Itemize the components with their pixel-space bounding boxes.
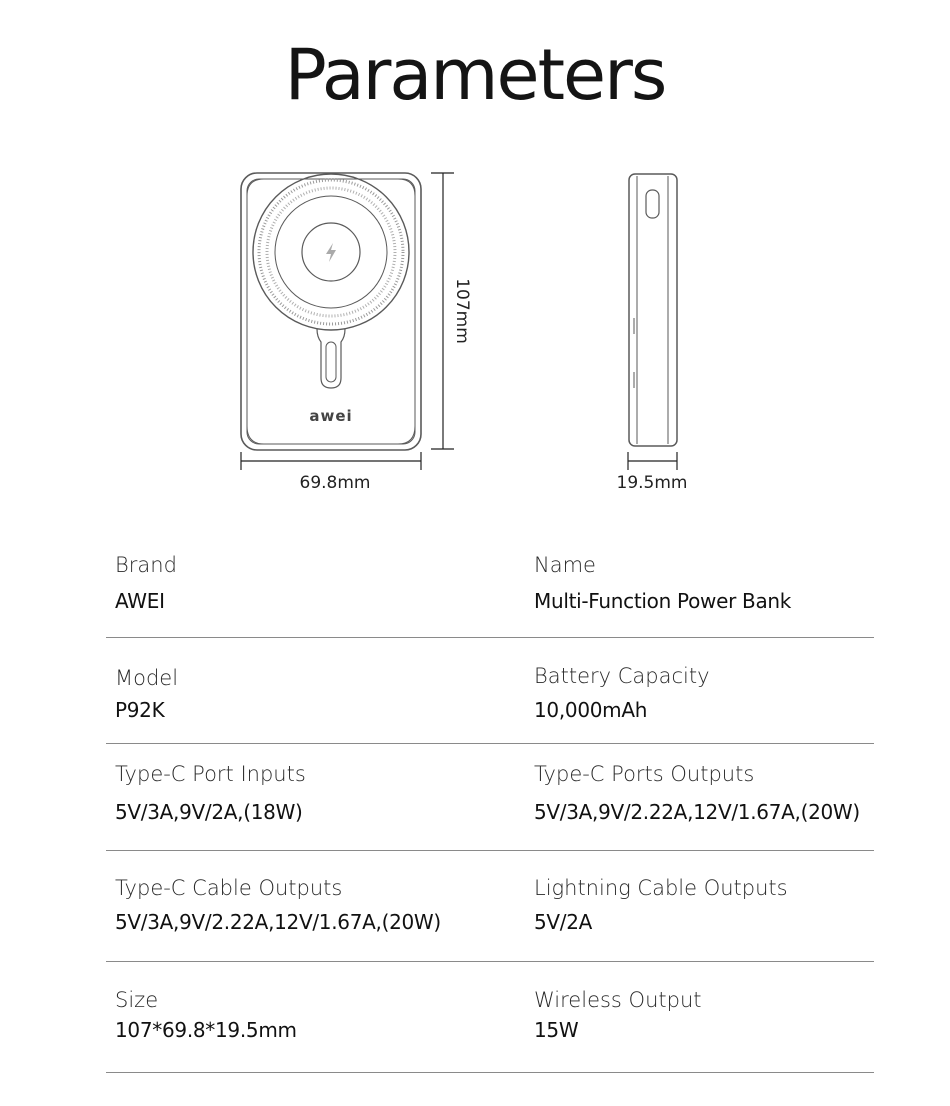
spec-label: Lightning Cable Outputs [534, 876, 788, 900]
height-dimension-line [431, 173, 454, 449]
spec-table [106, 530, 874, 1073]
spec-row-size [106, 962, 874, 1073]
spec-type-c-port-inputs [115, 744, 306, 824]
spec-row-brand [106, 530, 874, 638]
spec-label: Model [115, 666, 179, 690]
spec-brand [115, 530, 177, 613]
product-dimension-diagram [0, 160, 950, 510]
spec-label: Type-C Cable Outputs [115, 876, 343, 900]
spec-label: Wireless Output [534, 988, 702, 1012]
spec-name [534, 530, 791, 613]
spec-label: Battery Capacity [534, 664, 710, 688]
spec-type-c-cable-outputs [115, 851, 441, 934]
spec-row-cable-outputs [106, 851, 874, 962]
height-label: 107mm [452, 278, 472, 344]
spec-value: Multi-Function Power Bank [534, 589, 792, 613]
spec-value: 5V/3A,9V/2.22A,12V/1.67A,(20W) [534, 800, 860, 824]
spec-value: 5V/3A,9V/2.22A,12V/1.67A,(20W) [115, 910, 441, 934]
side-view [629, 174, 677, 446]
spec-type-c-ports-outputs [534, 744, 860, 824]
spec-value: 5V/3A,9V/2A,(18W) [115, 800, 303, 824]
spec-label: Type-C Ports Outputs [534, 762, 755, 786]
depth-label: 19.5mm [616, 473, 688, 493]
page-title: Parameters [284, 34, 666, 116]
spec-value: 5V/2A [534, 910, 593, 934]
spec-label: Size [115, 988, 159, 1012]
spec-wireless-output [534, 962, 702, 1042]
spec-lightning-cable-outputs [534, 851, 788, 934]
depth-dimension-line [628, 452, 677, 470]
spec-value: P92K [115, 698, 165, 722]
spec-value: AWEI [115, 589, 165, 613]
spec-value: 15W [534, 1018, 579, 1042]
spec-value: 10,000mAh [534, 698, 648, 722]
spec-value: 107*69.8*19.5mm [115, 1018, 297, 1042]
brand-logo: awei [309, 407, 353, 425]
width-label: 69.8mm [299, 473, 371, 493]
spec-battery-capacity [534, 638, 710, 722]
spec-model [115, 638, 178, 722]
spec-label: Brand [115, 553, 177, 577]
spec-row-model [106, 638, 874, 744]
spec-label: Name [534, 553, 596, 577]
spec-size [115, 962, 297, 1042]
width-dimension-line [241, 452, 421, 470]
spec-label: Type-C Port Inputs [115, 762, 306, 786]
spec-row-type-c-ports [106, 744, 874, 851]
